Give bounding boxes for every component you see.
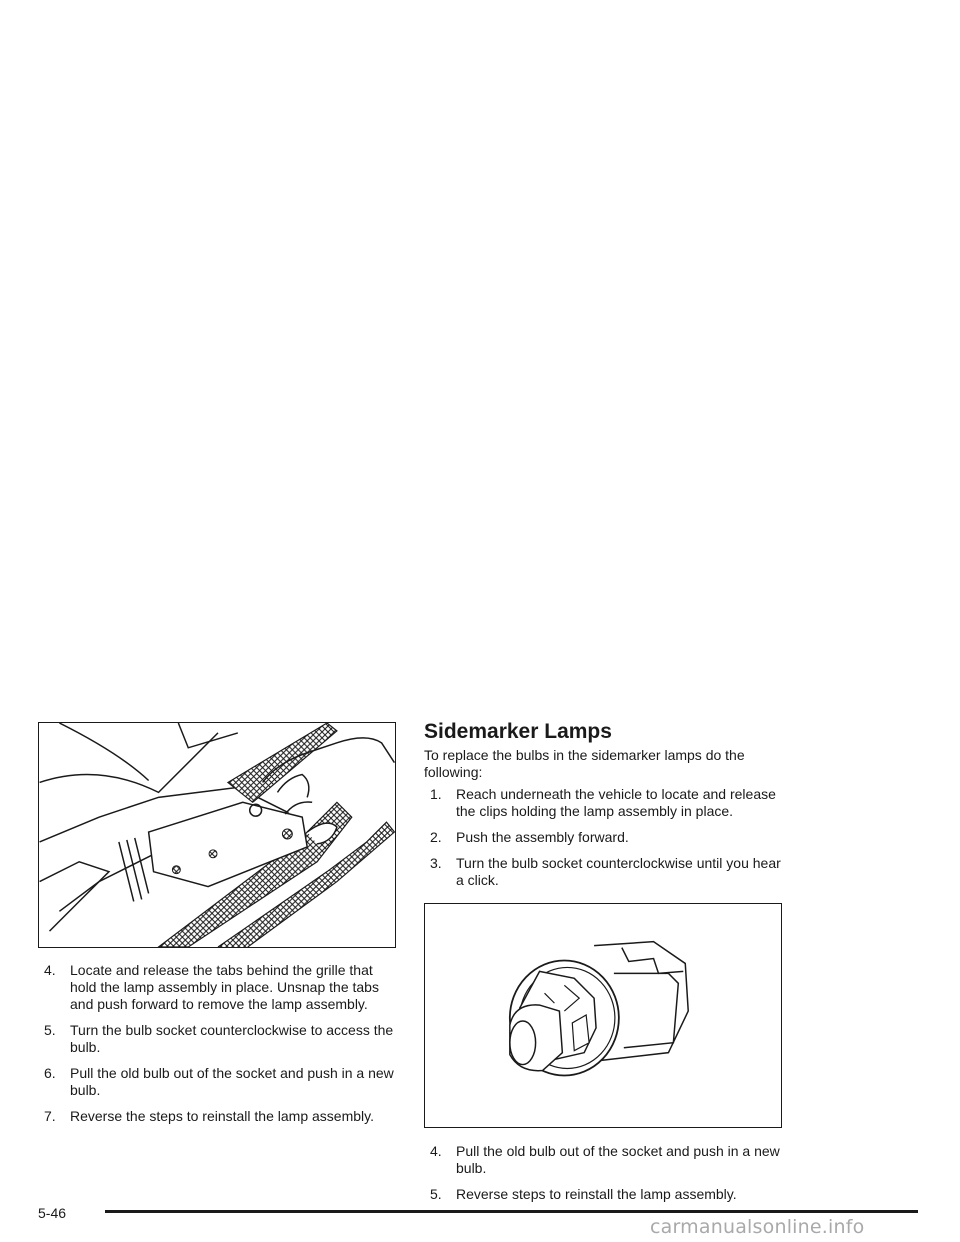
step-text: Reverse steps to reinstall the lamp assembly.: [456, 1186, 737, 1202]
step-number: 7.: [44, 1108, 56, 1124]
step-2: [430, 829, 782, 846]
step-text: Locate and release the tabs behind the grille that hold the lamp assembly in place. Unsnap the tabs and push forward to remove the lamp assembly.: [70, 962, 379, 1012]
step-text: Turn the bulb socket counterclockwise to access the bulb.: [70, 1022, 394, 1055]
step-4: [44, 962, 396, 1013]
step-6: [44, 1065, 396, 1099]
section-title: Sidemarker Lamps: [424, 720, 612, 743]
right-steps-after: [424, 1143, 782, 1203]
step-number: 4.: [430, 1143, 442, 1159]
step-text: Turn the bulb socket counterclockwise until you hear a click.: [456, 855, 781, 888]
step-number: 5.: [44, 1022, 56, 1038]
step-text: Reach underneath the vehicle to locate and release the clips holding the lamp assembly in place.: [456, 786, 776, 819]
left-column: [38, 722, 396, 1134]
step-1: [430, 786, 782, 820]
section-intro: To replace the bulbs in the sidemarker lamps do the following:: [424, 747, 745, 780]
left-steps: [38, 962, 396, 1125]
step-number: 6.: [44, 1065, 56, 1081]
step-7: [44, 1108, 396, 1125]
step-number: 1.: [430, 786, 442, 802]
step-5: [430, 1186, 782, 1203]
watermark: carmanualsonline.info: [650, 1216, 865, 1238]
right-column: [424, 720, 782, 1212]
step-text: Pull the old bulb out of the socket and push in a new bulb.: [456, 1143, 780, 1176]
step-text: Reverse the steps to reinstall the lamp assembly.: [70, 1108, 374, 1124]
step-number: 5.: [430, 1186, 442, 1202]
step-number: 3.: [430, 855, 442, 871]
bulb-socket-drawing: [425, 904, 781, 1127]
step-5: [44, 1022, 396, 1056]
step-text: Push the assembly forward.: [456, 829, 629, 845]
right-steps-before: [424, 786, 782, 889]
step-4: [430, 1143, 782, 1177]
lamp-assembly-illustration: [38, 722, 396, 948]
bulb-socket-illustration: [424, 903, 782, 1128]
footer-divider: [105, 1210, 918, 1213]
step-3: [430, 855, 782, 889]
step-number: 2.: [430, 829, 442, 845]
step-number: 4.: [44, 962, 56, 978]
step-text: Pull the old bulb out of the socket and push in a new bulb.: [70, 1065, 394, 1098]
page-number: 5-46: [38, 1205, 67, 1221]
lamp-assembly-drawing: [39, 723, 395, 947]
